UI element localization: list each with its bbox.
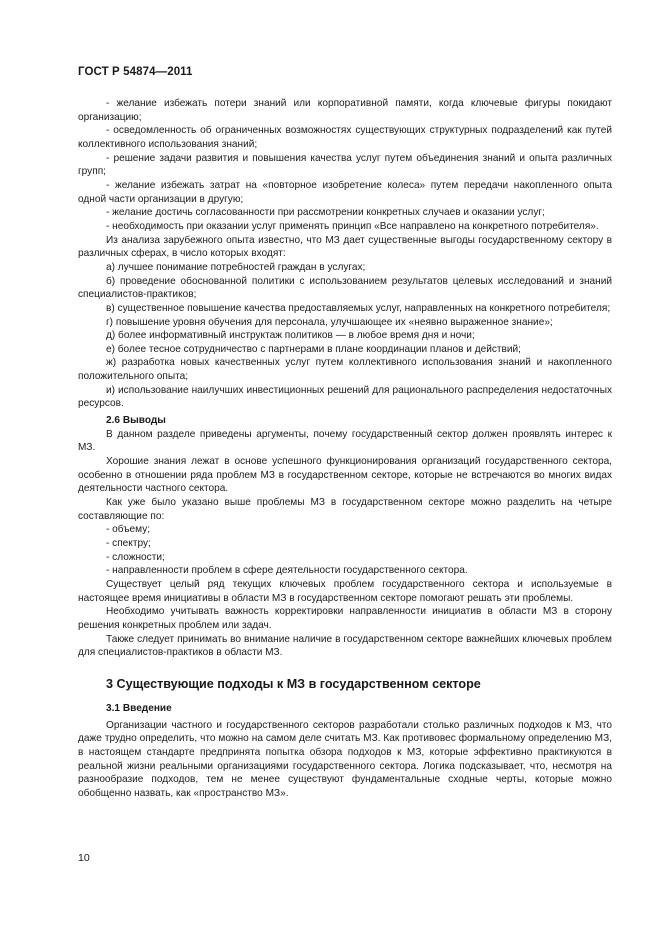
paragraph: Также следует принимать во внимание наличие в государственном секторе важнейших ключевых проблем для специалистов-практиков в области МЗ. [78,633,612,659]
paragraph: - желание избежать потери знаний или корпоративной памяти, когда ключевые фигуры покидают организацию; [78,98,612,123]
paragraph: е) более тесное сотрудничество с партнерами в плане координации планов и действий; [106,343,521,355]
paragraph: - осведомленность об ограниченных возможностях существующих структурных подразделений как путей коллективного использования знаний; [78,125,612,150]
paragraph: - необходимость при оказании услуг применять принцип «Все направлено на конкретного потребителя». [106,220,599,232]
paragraph: - направленности проблем в сфере деятельности государственного сектора. [106,565,468,577]
paragraph: Из анализа зарубежного опыта известно, что МЗ дает существенные выгоды государственному сектору в различных сферах, в число которых входят: [78,234,612,260]
paragraph: - решение задачи развития и повышения качества услуг путем объединения знаний и опыта различных групп; [78,152,612,178]
paragraph: - спектру; [106,538,151,549]
paragraph: Как уже было указано выше проблемы МЗ в государственном секторе можно разделить на четыре составляющие по: [78,497,612,522]
paragraph: - объему; [106,524,151,536]
paragraph: и) использование наилучших инвестиционных решений для рационального распределения недостаточных ресурсов. [78,384,612,410]
paragraph: б) проведение обоснованной политики с использованием результатов целевых исследований и знаний специалистов-практиков; [78,275,612,301]
paragraph: д) более информативный инструктаж политиков — в любое время дня и ночи; [106,330,475,342]
paragraph: в) существенное повышение качества предоставляемых услуг, направленных на конкретного потребителя; [106,302,611,314]
paragraph: В данном разделе приведены аргументы, почему государственный сектор должен проявлять интерес к МЗ. [78,428,612,454]
paragraph: - желание избежать затрат на «повторное изобретение колеса» путем передачи накопленного опыта одной части организации в другую; [78,179,612,205]
paragraph: Необходимо учитывать важность корректировки направленности инициатив в области МЗ в сторону решения конкретных проблем или задач. [78,606,612,631]
paragraph: Хорошие знания лежат в основе успешного функционирования организаций государственного сектора, особенно в отношении ряда проблем МЗ в государственном секторе, которые не встречаются во многих видах деятельности частного сектора. [78,456,612,495]
page-number: 10 [78,852,90,864]
paragraph: - желание достичь согласованности при рассмотрении конкретных случаев и оказании услуг; [106,207,545,219]
paragraph: Организации частного и государственного секторов разработали столько различных подходов к МЗ, что даже трудно определить, что можно на самом деле считать МЗ. Как противовес формальному определению МЗ, в настоящем стандарте предпринята попытка обзора подходов к МЗ, которые эффективно практикуются в реальной жизни реальными организациями государственного сектора. Логика подсказывает, что, несмотря на разнообразие подходов, тем не менее существуют фундаментальные сходные черты, которые можно обобщенно назвать, как «пространство МЗ». [78,719,612,799]
paragraph: Существует целый ряд текущих ключевых проблем государственного сектора и используемые в настоящее время инициативы в области МЗ в государственном секторе помогают решать эти проблемы. [78,578,612,604]
document-header: ГОСТ Р 54874—2011 [78,66,193,78]
document-body [78,97,612,801]
paragraph: а) лучшее понимание потребностей граждан в услугах; [106,261,366,273]
paragraph: г) повышение уровня обучения для персонала, улучшающее их «неявно выраженное знание»; [106,316,553,328]
paragraph: ж) разработка новых качественных услуг путем коллективного использования знаний и накопленного положительного опыта; [78,357,612,383]
section-heading-3-1: 3.1 Введение [106,702,172,714]
section-heading-2-6: 2.6 Выводы [106,415,166,427]
paragraph: - сложности; [106,551,165,563]
section-heading-3: 3 Существующие подходы к МЗ в государственном секторе [106,676,481,691]
